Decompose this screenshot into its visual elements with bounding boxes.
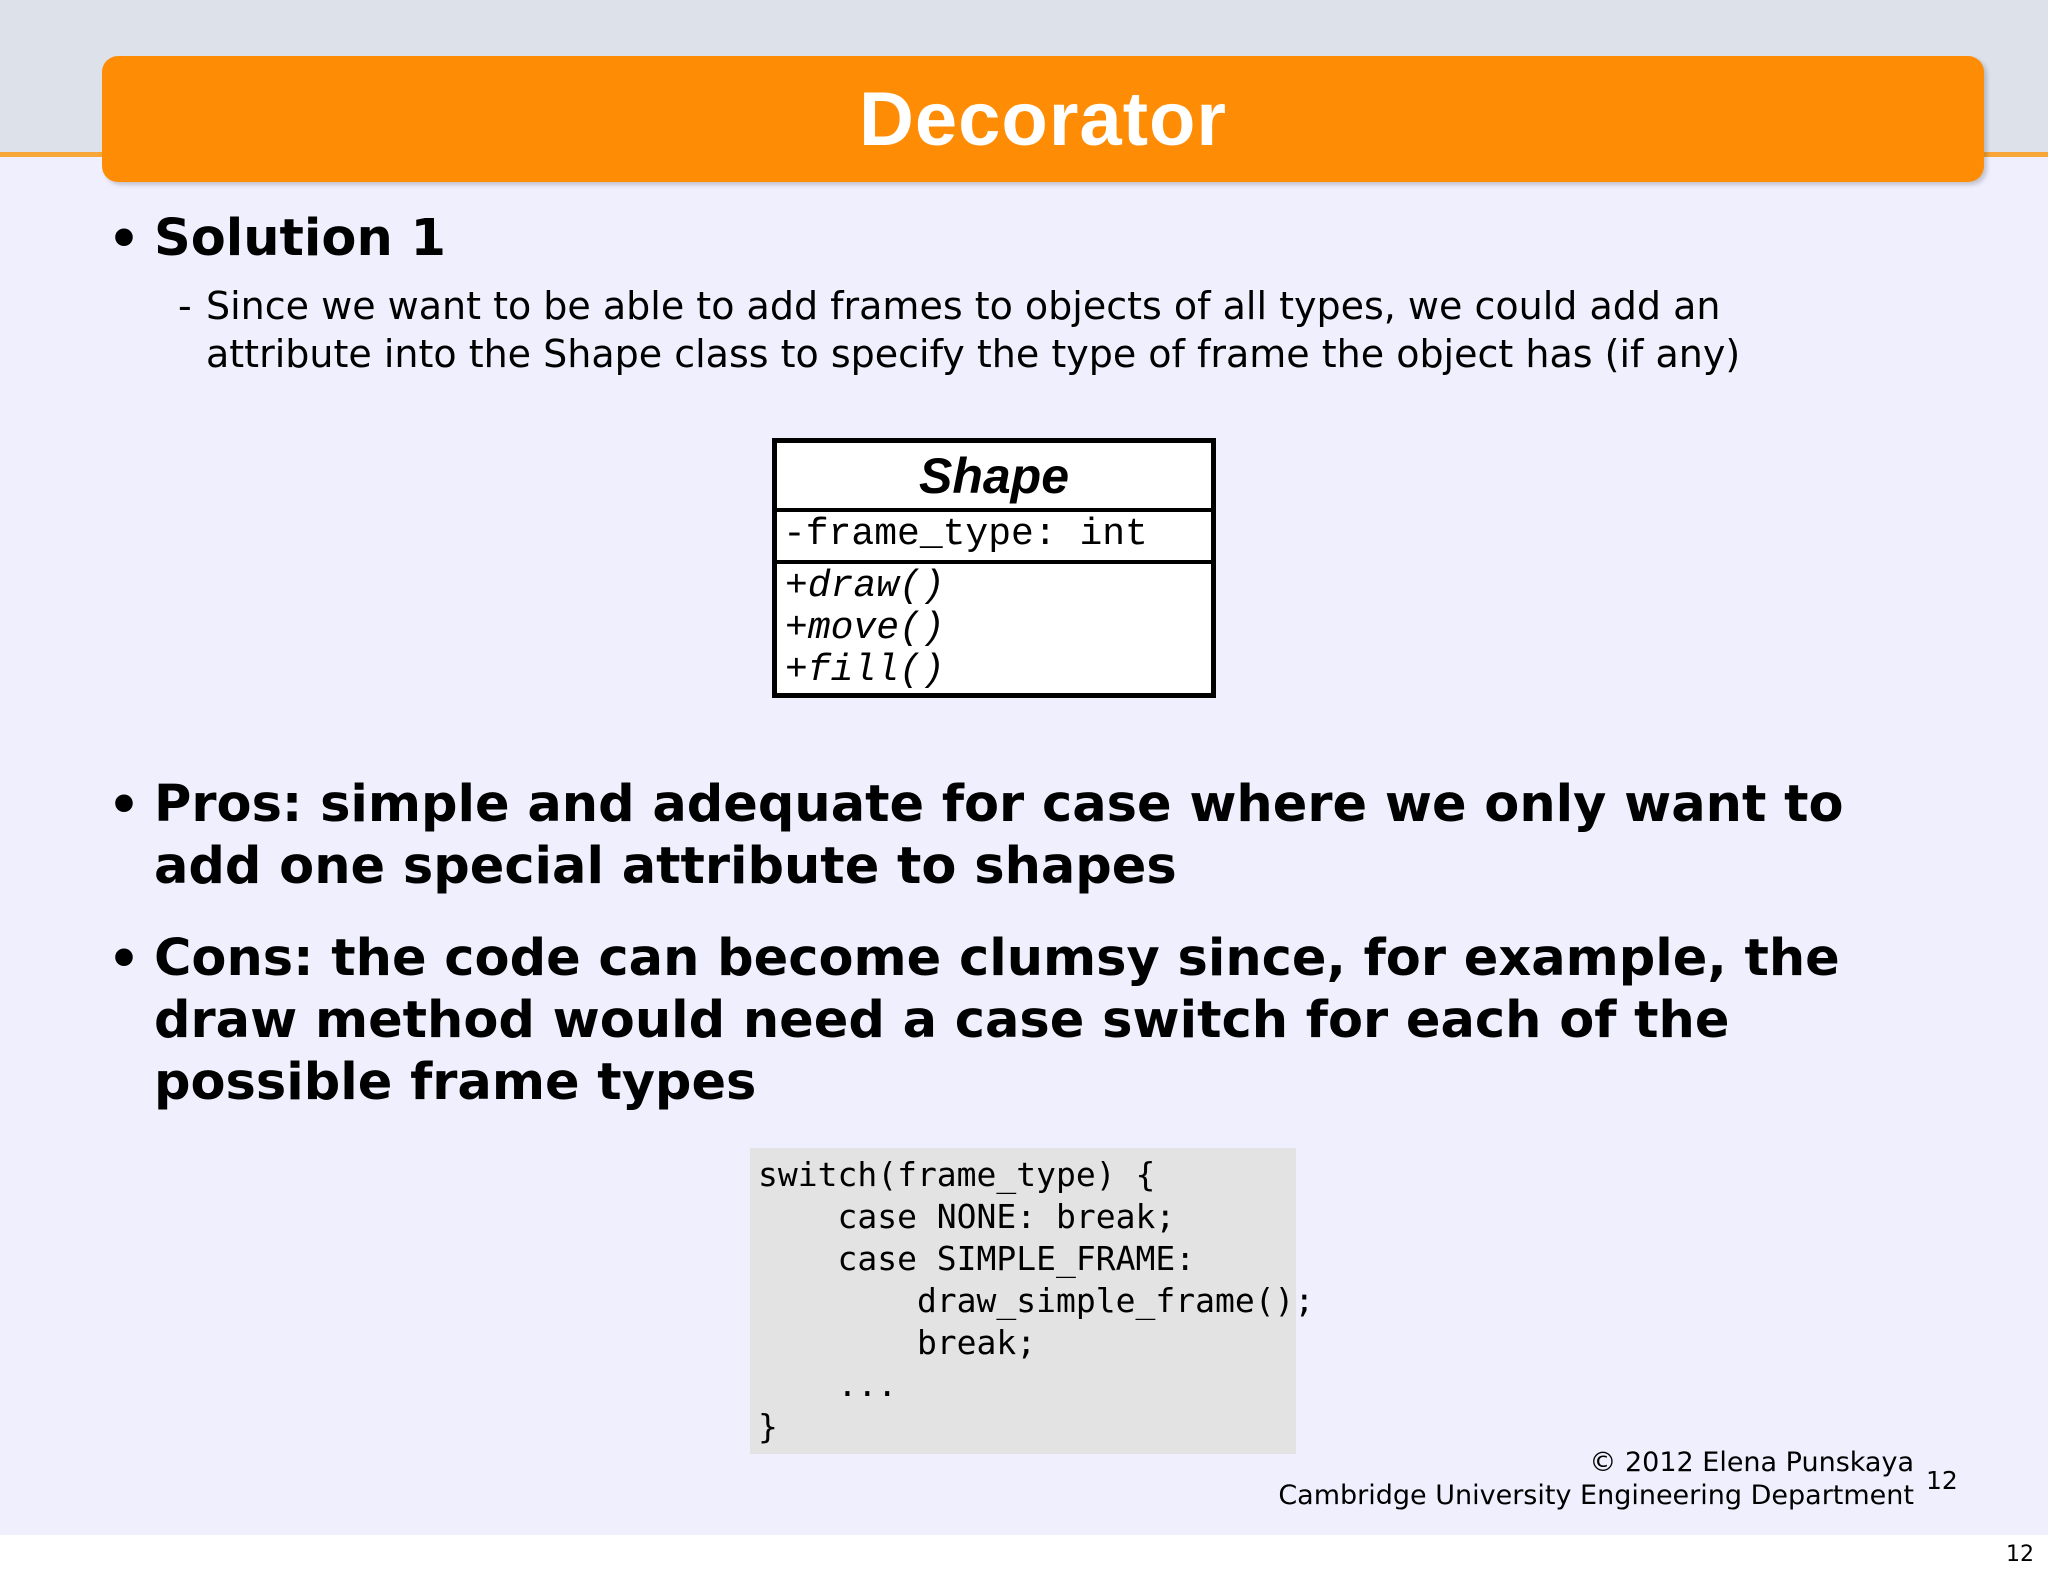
uml-method: +fill() bbox=[785, 649, 945, 692]
uml-methods bbox=[777, 564, 1211, 692]
copyright-text: © 2012 Elena Punskaya bbox=[1589, 1447, 1914, 1478]
code-text: switch(frame_type) { case NONE: break; case SIMPLE_FRAME: draw_simple_frame(); break; ... } bbox=[758, 1155, 1315, 1446]
bullet-dot-icon: • bbox=[108, 210, 140, 268]
slide-title: Decorator bbox=[859, 76, 1227, 162]
department-text: Cambridge University Engineering Department bbox=[1278, 1480, 1914, 1511]
copyright-block bbox=[1278, 1446, 1914, 1512]
bullet-cons-text: Cons: the code can become clumsy since, for example, the draw method would need a case switch for each of the possible frame types bbox=[154, 929, 1840, 1112]
page-number: 12 bbox=[2006, 1542, 2034, 1567]
bullet-pros-text: Pros: simple and adequate for case where we only want to add one special attribute to shapes bbox=[154, 775, 1844, 896]
uml-class-name: Shape bbox=[777, 443, 1211, 512]
uml-method: +draw() bbox=[785, 565, 945, 608]
bullet-solution-heading: Solution 1 bbox=[154, 209, 447, 268]
sub-bullet-text: Since we want to be able to add frames to objects of all types, we could add an attribute into the Shape class to specify the type of frame the object has (if any) bbox=[206, 284, 1741, 376]
slide-number: 12 bbox=[1926, 1466, 1958, 1495]
uml-class-diagram bbox=[772, 438, 1216, 698]
bullet-dot-icon: • bbox=[108, 930, 140, 988]
code-snippet bbox=[750, 1148, 1315, 1454]
uml-attribute: -frame_type: int bbox=[777, 512, 1211, 564]
bullet-dot-icon: • bbox=[108, 776, 140, 834]
uml-method: +move() bbox=[785, 607, 945, 650]
bullet-solution bbox=[108, 206, 1008, 276]
dash-icon: - bbox=[178, 284, 192, 328]
title-bar bbox=[102, 56, 1984, 182]
